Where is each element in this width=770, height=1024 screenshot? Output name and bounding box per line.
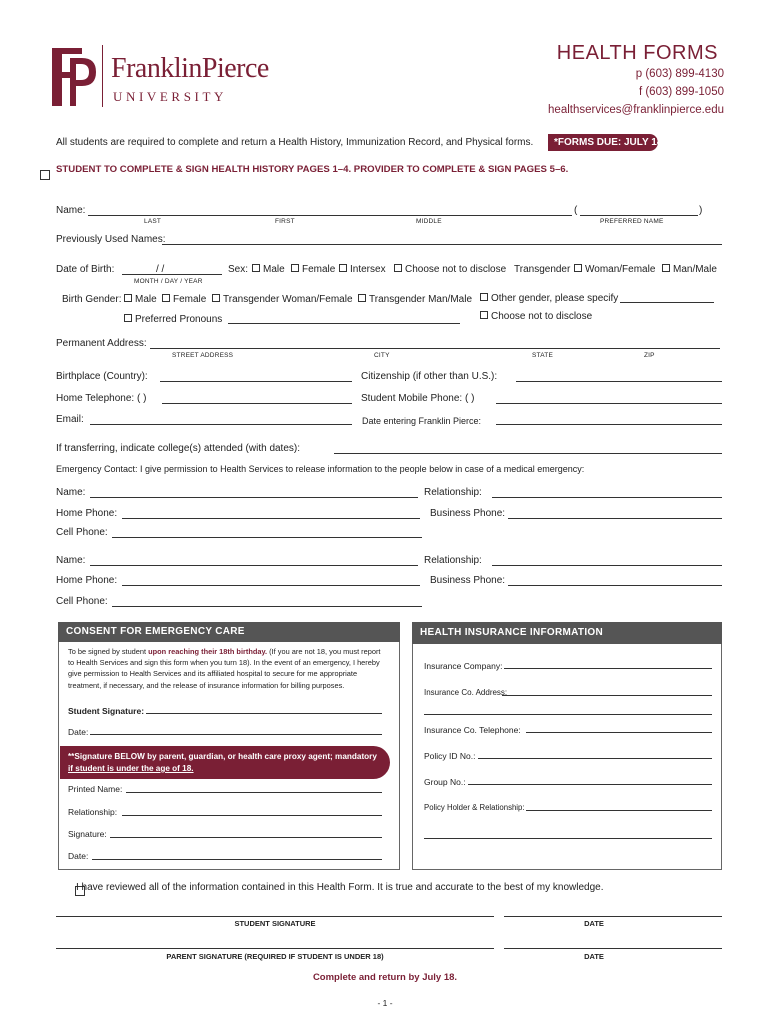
logo-university: UNIVERSITY [113, 89, 227, 104]
insurance-address-line-2[interactable] [424, 714, 712, 715]
city-hint: CITY [374, 352, 390, 359]
preferred-name-line[interactable] [580, 215, 698, 216]
checkbox-icon [662, 264, 670, 272]
student-final-date-line[interactable] [504, 916, 722, 917]
checkbox-icon [339, 264, 347, 272]
mobile-phone-label: Student Mobile Phone: ( ) [361, 393, 475, 404]
emergency1-relationship-line[interactable] [492, 497, 722, 498]
emergency1-business-label: Business Phone: [430, 508, 506, 519]
intro-text: All students are required to complete and return a Health History, Immunization Record, and Physical forms. [56, 137, 534, 148]
insurance-telephone-label: Insurance Co. Telephone: [424, 725, 521, 735]
name-label: Name: [56, 205, 86, 216]
consent-date-line[interactable] [90, 734, 382, 735]
home-telephone-label: Home Telephone: ( ) [56, 393, 147, 404]
birth-gender-trans-man[interactable]: Transgender Man/Male [358, 294, 472, 306]
sex-option-female[interactable]: Female [291, 264, 335, 276]
emergency2-relationship-line[interactable] [492, 565, 722, 566]
return-reminder: Complete and return by July 18. [312, 972, 458, 983]
emergency2-cell-label: Cell Phone: [56, 596, 108, 607]
street-hint: STREET ADDRESS [172, 352, 234, 359]
zip-hint: ZIP [644, 352, 655, 359]
birth-gender-female[interactable]: Female [162, 294, 206, 306]
emergency1-cell-line[interactable] [112, 537, 422, 538]
due-date-badge: *FORMS DUE: JULY 18 [548, 134, 658, 151]
guardian-signature-line[interactable] [110, 837, 382, 838]
insurance-company-line[interactable] [504, 668, 712, 669]
emergency1-name-line[interactable] [90, 497, 418, 498]
review-statement: I have reviewed all of the information contained in this Health Form. It is true and accurate to the best of my knowledge. [76, 882, 604, 893]
policy-holder-line[interactable] [526, 810, 712, 811]
date-entering-label: Date entering Franklin Pierce: [362, 416, 482, 426]
policy-id-label: Policy ID No.: [424, 751, 476, 761]
checkbox-icon [124, 314, 132, 322]
emergency2-name-line[interactable] [90, 565, 418, 566]
birth-gender-label: Birth Gender: [62, 294, 122, 305]
checkbox-icon [162, 294, 170, 302]
insurance-company-label: Insurance Company: [424, 661, 503, 671]
mobile-phone-line[interactable] [496, 403, 722, 404]
group-no-label: Group No.: [424, 777, 466, 787]
home-telephone-line[interactable] [162, 403, 352, 404]
guardian-date-label: Date: [68, 851, 89, 861]
consent-text: To be signed by student upon reaching their 18th birthday. (If you are not 18, you must report to Health Services and sign this form when you turn 18). In the event of an emergency, I hereby give permission to Health Services and its affiliated hospital to secure for me appropriate treatment, if necessary, and the release of insurance information for billing purposes. [68, 647, 381, 690]
checkbox-icon [124, 294, 132, 302]
logo-divider [102, 45, 103, 107]
checkbox-icon [358, 294, 366, 302]
checkbox-icon [252, 264, 260, 272]
dob-line[interactable] [122, 274, 222, 275]
student-signature-line[interactable] [146, 713, 382, 714]
consent-date-label: Date: [68, 727, 89, 737]
checkbox-icon [480, 293, 488, 301]
birth-gender-trans-woman[interactable]: Transgender Woman/Female [212, 294, 353, 306]
paren-open: ( [574, 205, 578, 216]
emergency2-business-line[interactable] [508, 585, 722, 586]
emergency1-business-line[interactable] [508, 518, 722, 519]
emergency-intro: Emergency Contact: I give permission to Health Services to release information to the people below in case of a medical emergency: [56, 464, 585, 474]
emergency2-relationship-label: Relationship: [424, 555, 482, 566]
sex-label: Sex: [228, 264, 249, 275]
student-signature-caption: STUDENT SIGNATURE [234, 919, 316, 928]
trans-option-man[interactable]: Man/Male [662, 264, 717, 276]
transgender-label: Transgender [514, 264, 571, 275]
guardian-date-line[interactable] [92, 859, 382, 860]
insurance-address-line[interactable] [502, 695, 712, 696]
sex-option-undisclosed[interactable]: Choose not to disclose [394, 264, 506, 276]
guardian-notice: **Signature BELOW by parent, guardian, or health care proxy agent; mandatory if student is under the age of 18. [60, 746, 390, 779]
email-label: Email: [56, 414, 84, 425]
consent-title: CONSENT FOR EMERGENCY CARE [58, 622, 400, 642]
printed-name-line[interactable] [126, 792, 382, 793]
checkbox-icon [480, 311, 488, 319]
parent-date-caption: DATE [584, 952, 604, 961]
emergency2-name-label: Name: [56, 555, 86, 566]
address-label: Permanent Address: [56, 338, 147, 349]
emergency1-relationship-label: Relationship: [424, 487, 482, 498]
parent-signature-caption: PARENT SIGNATURE (REQUIRED IF STUDENT IS UNDER 18) [166, 952, 384, 961]
phone-number: p (603) 899-4130 [635, 68, 724, 80]
last-hint: LAST [144, 218, 162, 225]
instruction-text: STUDENT TO COMPLETE & SIGN HEALTH HISTORY PAGES 1–4. PROVIDER TO COMPLETE & SIGN PAGES 5–6. [56, 164, 569, 175]
previous-names-label: Previously Used Names: [56, 234, 166, 245]
policy-id-line[interactable] [478, 758, 712, 759]
student-signature-label: Student Signature: [68, 706, 145, 716]
insurance-telephone-line[interactable] [526, 732, 712, 733]
emergency2-home-label: Home Phone: [56, 575, 118, 586]
guardian-relationship-label: Relationship: [68, 807, 118, 817]
address-line[interactable] [150, 348, 720, 349]
insurance-address-label: Insurance Co. Address: [424, 688, 508, 697]
emergency1-name-label: Name: [56, 487, 86, 498]
email-line[interactable] [90, 424, 352, 425]
preferred-hint: PREFERRED NAME [600, 218, 664, 225]
pronouns-line[interactable] [228, 323, 460, 324]
group-no-line[interactable] [468, 784, 712, 785]
contact-email[interactable]: healthservices@franklinpierce.edu [548, 104, 724, 116]
citizenship-line[interactable] [516, 381, 722, 382]
birth-gender-male[interactable]: Male [124, 294, 157, 306]
middle-hint: MIDDLE [416, 218, 442, 225]
emergency2-home-line[interactable] [122, 585, 420, 586]
page-number: - 1 - [377, 998, 393, 1008]
insurance-title: HEALTH INSURANCE INFORMATION [412, 622, 722, 644]
previous-names-line[interactable] [162, 244, 722, 245]
emergency2-cell-line[interactable] [112, 606, 422, 607]
date-entering-line[interactable] [496, 424, 722, 425]
other-gender-option[interactable]: Other gender, please specify [480, 293, 618, 305]
first-hint: FIRST [275, 218, 295, 225]
citizenship-label: Citizenship (if other than U.S.): [361, 371, 498, 382]
checkbox-icon [394, 264, 402, 272]
emergency1-home-line[interactable] [122, 518, 420, 519]
birthplace-label: Birthplace (Country): [56, 371, 148, 382]
guardian-signature-label: Signature: [68, 829, 107, 839]
logo-name: FranklinPierce [111, 53, 269, 84]
paren-close: ) [699, 205, 703, 216]
emergency1-cell-label: Cell Phone: [56, 527, 108, 538]
other-gender-line[interactable] [620, 302, 714, 303]
student-final-signature-line[interactable] [56, 916, 494, 917]
state-hint: STATE [532, 352, 553, 359]
emergency1-home-label: Home Phone: [56, 508, 118, 519]
checkbox-icon [291, 264, 299, 272]
printed-name-label: Printed Name: [68, 784, 123, 794]
trans-option-woman[interactable]: Woman/Female [574, 264, 655, 276]
sex-option-intersex[interactable]: Intersex [339, 264, 386, 276]
instruction-checkbox[interactable] [40, 170, 50, 180]
page-title: HEALTH FORMS [556, 42, 718, 64]
parent-final-signature-line[interactable] [56, 948, 494, 949]
policy-holder-line-2[interactable] [424, 838, 712, 839]
policy-holder-label: Policy Holder & Relationship: [424, 803, 525, 812]
transferring-line[interactable] [334, 453, 722, 454]
fax-number: f (603) 899-1050 [638, 86, 724, 98]
dob-slashes: / / [156, 264, 165, 275]
transferring-label: If transferring, indicate college(s) attended (with dates): [56, 443, 301, 454]
emergency2-business-label: Business Phone: [430, 575, 506, 586]
name-line[interactable] [88, 215, 572, 216]
student-date-caption: DATE [584, 919, 604, 928]
sex-option-male[interactable]: Male [252, 264, 285, 276]
birthplace-line[interactable] [160, 381, 352, 382]
guardian-relationship-line[interactable] [122, 815, 382, 816]
dob-label: Date of Birth: [56, 264, 115, 275]
university-logo-icon [48, 44, 98, 110]
choose-not-disclose-option[interactable]: Choose not to disclose [480, 311, 592, 323]
parent-final-date-line[interactable] [504, 948, 722, 949]
pronouns-option[interactable]: Preferred Pronouns [124, 314, 222, 326]
checkbox-icon [574, 264, 582, 272]
checkbox-icon [212, 294, 220, 302]
dob-hint: MONTH / DAY / YEAR [134, 278, 203, 285]
